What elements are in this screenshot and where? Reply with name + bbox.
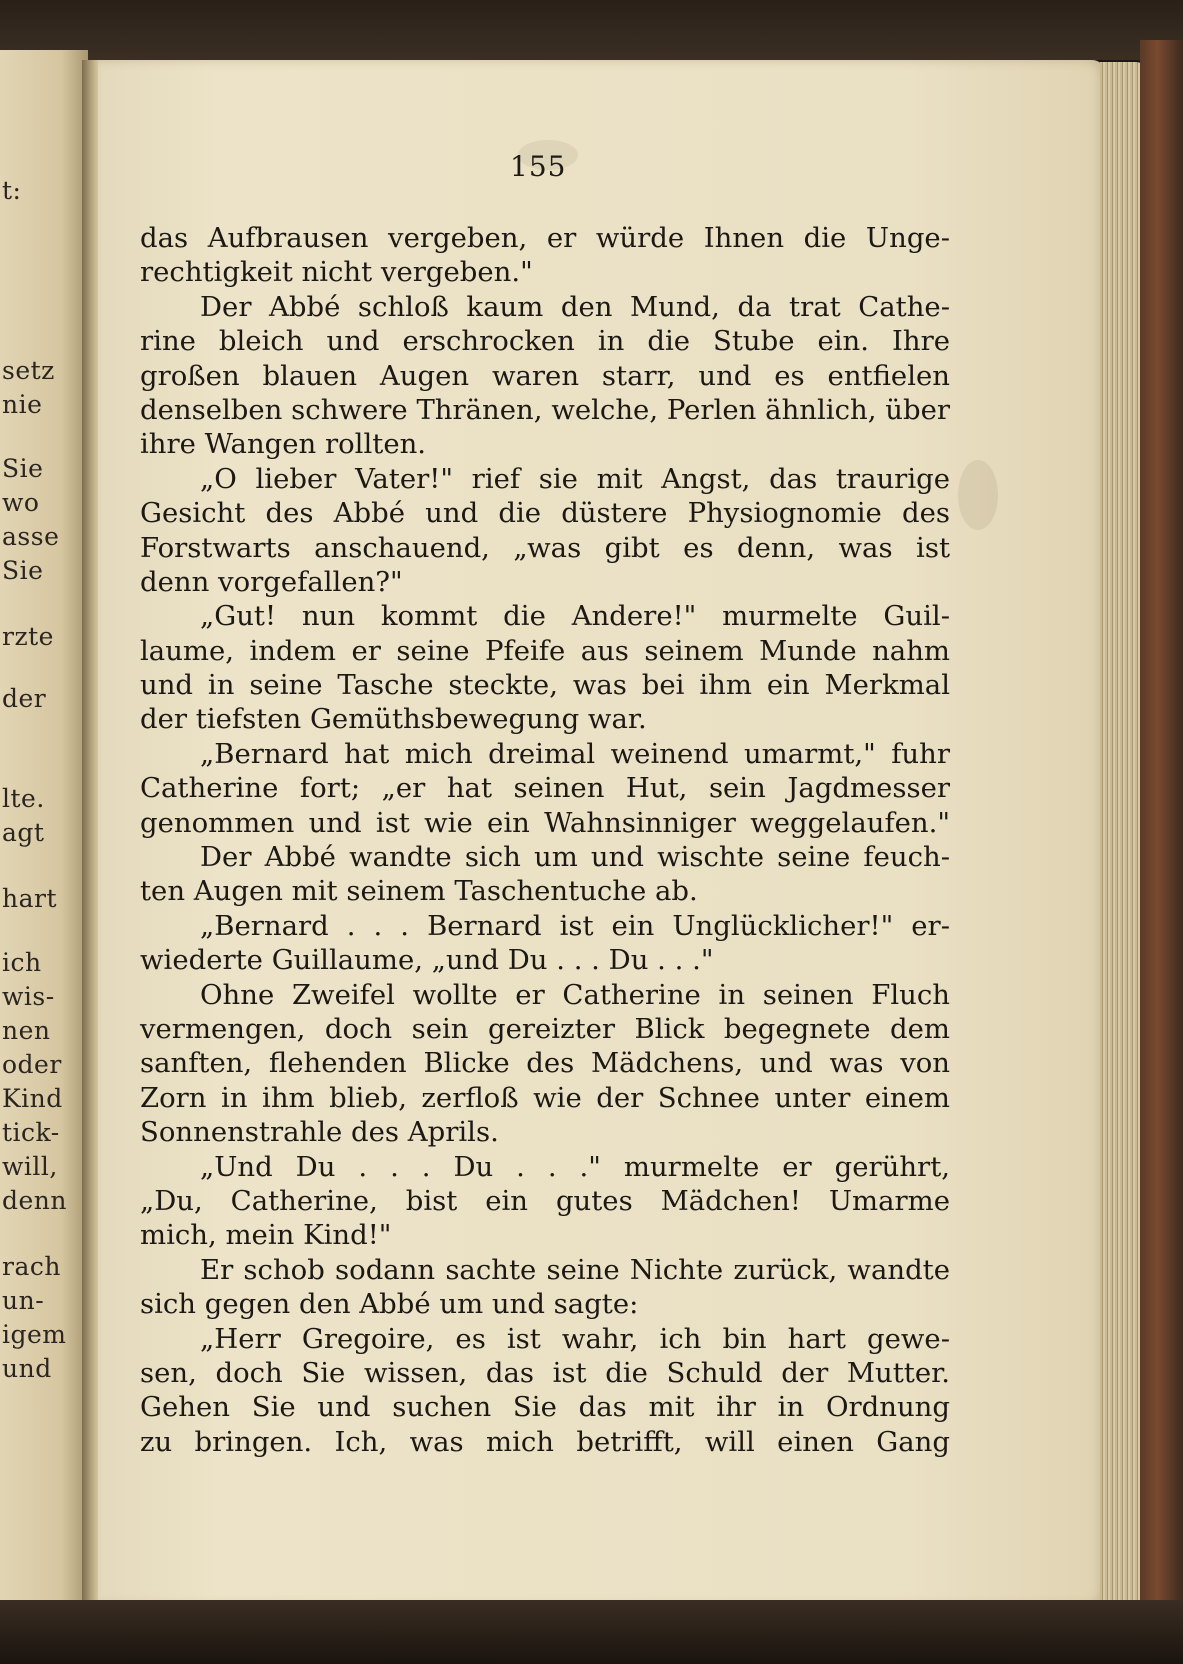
left-page-text-fragment: tick- — [2, 1118, 60, 1147]
left-page-text-fragment: denn — [2, 1186, 68, 1215]
text-line: und in seine Tasche steckte, was bei ihm ein Merkmal — [140, 669, 950, 702]
left-page-text-fragment: hart — [2, 884, 58, 913]
text-line: Gesicht des Abbé und die düstere Physiognomie des — [140, 497, 950, 530]
text-line: „Du, Catherine, bist ein gutes Mädchen! Umarme — [140, 1184, 950, 1217]
left-page-text-fragment: igem — [2, 1320, 67, 1349]
text-line: genommen und ist wie ein Wahnsinniger weggelaufen." — [140, 806, 950, 839]
text-line: ihre Wangen rollten. — [140, 428, 427, 461]
left-page-text-fragment: nen — [2, 1016, 51, 1045]
text-line: Gehen Sie und suchen Sie das mit ihr in Ordnung — [140, 1391, 950, 1424]
text-line: mich, mein Kind!" — [140, 1219, 392, 1252]
text-line: rine bleich und erschrocken in die Stube ein. Ihre — [140, 325, 950, 358]
left-page-text-fragment: will, — [2, 1152, 58, 1181]
left-page-text-fragment: setz — [2, 356, 55, 385]
text-line: „Herr Gregoire, es ist wahr, ich bin hart gewe- — [200, 1322, 950, 1355]
left-page-text-fragment: wis- — [2, 982, 55, 1011]
book-cover-bottom — [0, 1600, 1183, 1664]
text-line: Sonnenstrahle des Aprils. — [140, 1116, 499, 1149]
left-page-text-fragment: lte. — [2, 784, 45, 813]
left-page-text-fragment: un- — [2, 1286, 45, 1315]
text-line: rechtigkeit nicht vergeben." — [140, 256, 533, 289]
left-page-text-fragment: oder — [2, 1050, 62, 1079]
text-line: vermengen, doch sein gereizter Blick begegnete dem — [140, 1012, 950, 1045]
text-line: „Gut! nun kommt die Andere!" murmelte Guil- — [200, 600, 950, 633]
text-line: der tiefsten Gemüthsbewegung war. — [140, 703, 647, 736]
text-line: „O lieber Vater!" rief sie mit Angst, das traurige — [200, 462, 950, 495]
text-line: Der Abbé wandte sich um und wischte seine feuch- — [200, 841, 950, 874]
text-line: Ohne Zweifel wollte er Catherine in seinen Fluch — [200, 978, 950, 1011]
text-line: Catherine fort; „er hat seinen Hut, sein Jagdmesser — [140, 772, 950, 805]
left-page-text-fragment: wo — [2, 488, 40, 517]
left-page-text-fragment: agt — [2, 818, 45, 847]
left-page-text-fragment: der — [2, 684, 47, 713]
text-line: Er schob sodann sachte seine Nichte zurück, wandte — [200, 1253, 950, 1286]
left-page-text-fragment: t: — [2, 176, 22, 205]
text-line: zu bringen. Ich, was mich betrifft, will einen Gang — [140, 1425, 950, 1458]
left-page-text-fragment: rzte — [2, 622, 54, 651]
left-page-text-fragment: Sie — [2, 454, 44, 483]
book-cover-right — [1140, 40, 1183, 1664]
text-line: „Bernard . . . Bernard ist ein Unglücklicher!" er- — [200, 909, 950, 942]
book-cover-top — [0, 0, 1183, 60]
text-line: wiederte Guillaume, „und Du . . . Du . . ." — [140, 944, 714, 977]
text-line: sen, doch Sie wissen, das ist die Schuld der Mutter. — [140, 1356, 950, 1389]
left-page-text-fragment: ich — [2, 948, 42, 977]
text-line: denn vorgefallen?" — [140, 565, 403, 598]
text-line: „Und Du . . . Du . . ." murmelte er gerührt, — [200, 1150, 950, 1183]
left-page — [0, 50, 88, 1610]
left-page-text-fragment: und — [2, 1354, 52, 1383]
text-line: sanften, flehenden Blicke des Mädchens, und was von — [140, 1047, 950, 1080]
text-line: Forstwarts anschauend, „was gibt es denn, was ist — [140, 531, 950, 564]
text-line: „Bernard hat mich dreimal weinend umarmt," fuhr — [200, 737, 950, 770]
left-page-text-fragment: Sie — [2, 556, 44, 585]
page-number: 155 — [510, 150, 567, 183]
text-line: ten Augen mit seinem Taschentuche ab. — [140, 875, 698, 908]
text-line: laume, indem er seine Pfeife aus seinem Munde nahm — [140, 634, 950, 667]
left-page-text-fragment: Kind — [2, 1084, 63, 1113]
text-line: das Aufbrausen vergeben, er würde Ihnen die Unge- — [140, 222, 950, 254]
text-line: Zorn in ihm blieb, zerfloß wie der Schnee unter einem — [140, 1081, 950, 1114]
body-text — [140, 221, 950, 1459]
text-line: großen blauen Augen waren starr, und es entfielen — [140, 359, 950, 392]
text-line: Der Abbé schloß kaum den Mund, da trat Cathe- — [200, 290, 950, 323]
left-page-text-fragment: nie — [2, 390, 43, 419]
left-page-text-fragment: rach — [2, 1252, 61, 1281]
text-line: sich gegen den Abbé um und sagte: — [140, 1288, 639, 1321]
page-stain — [958, 460, 998, 530]
left-page-text-fragment: asse — [2, 522, 60, 551]
text-line: denselben schwere Thränen, welche, Perlen ähnlich, über — [140, 393, 950, 426]
